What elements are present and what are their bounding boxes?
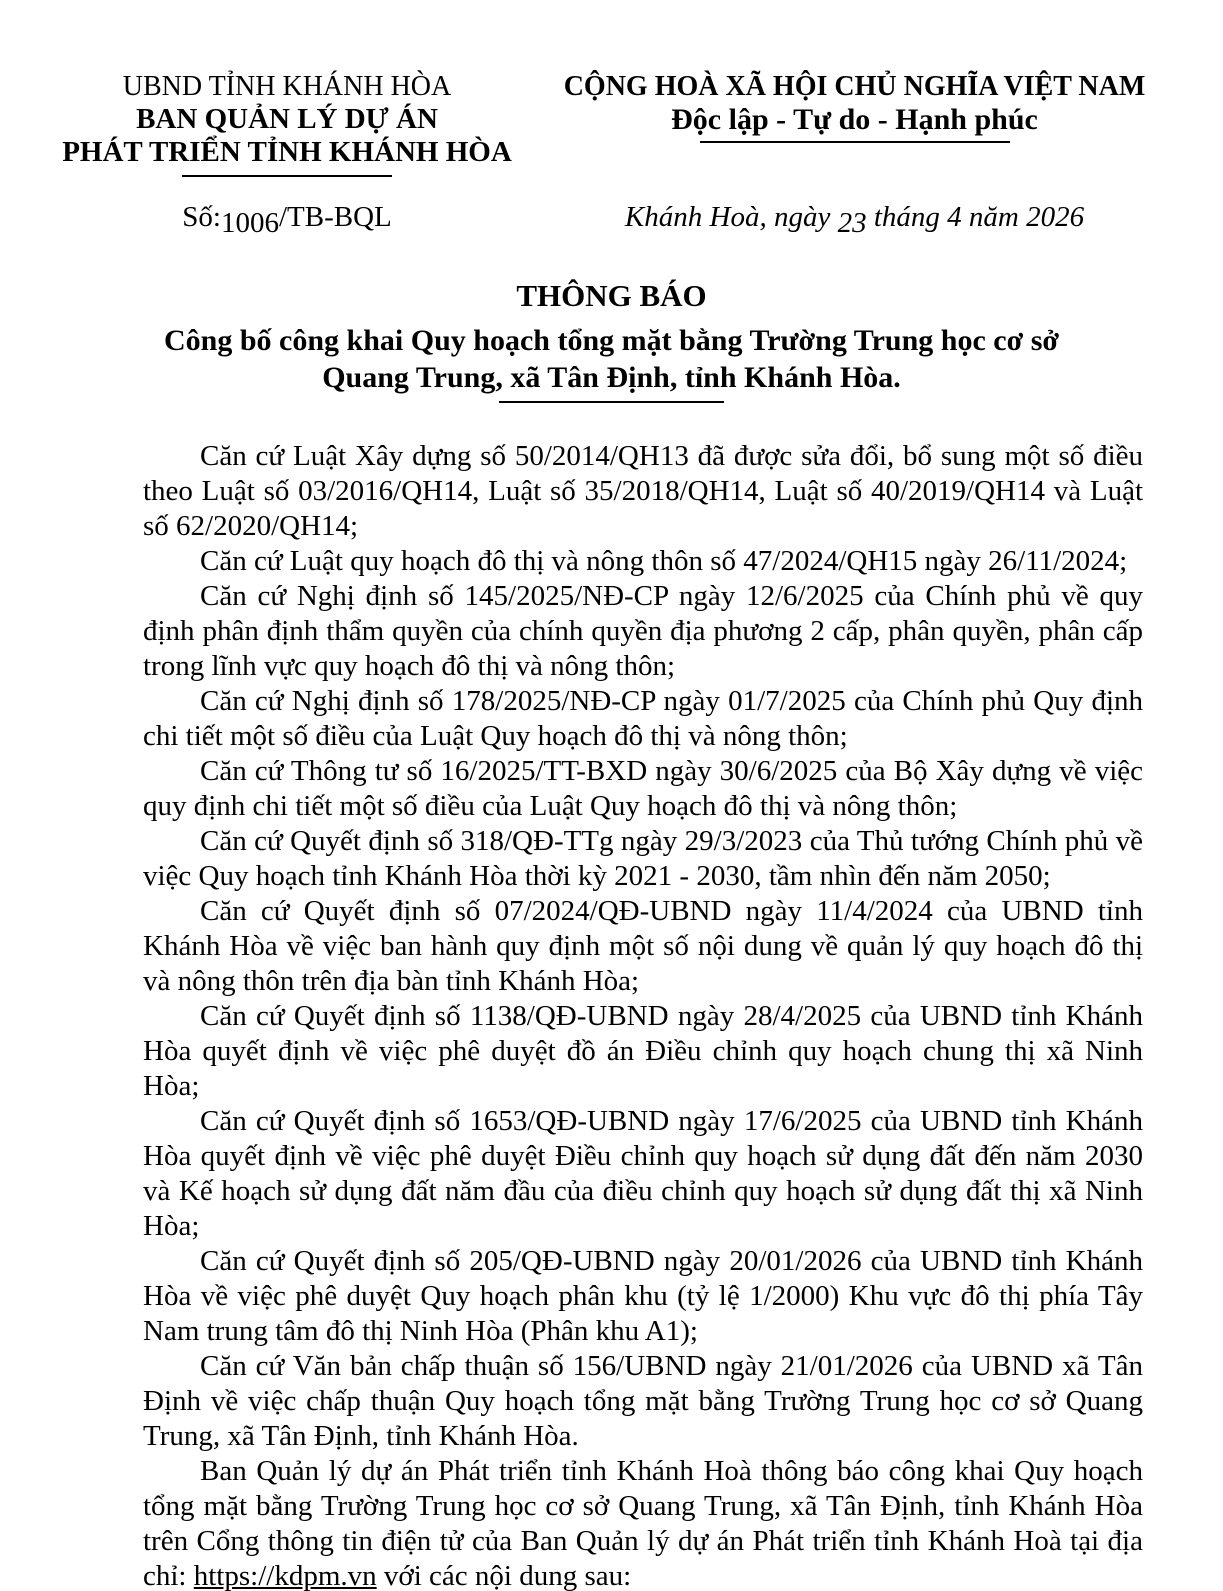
legal-basis-paragraph: Căn cứ Luật Xây dựng số 50/2014/QH13 đã được sửa đổi, bổ sung một số điều theo Luật số 03/2016/QH14, Luật số 35/2018/QH14, Luật số 40/2019/QH14 và Luật số 62/2020/QH14; [143, 440, 1143, 542]
notice-subtitle [0, 322, 1223, 396]
title-divider [499, 401, 724, 403]
legal-basis-paragraph: Căn cứ Quyết định số 1138/QĐ-UBND ngày 28/4/2025 của UBND tỉnh Khánh Hòa quyết định về việc phê duyệt đồ án Điều chỉnh quy hoạch chung thị xã Ninh Hòa; [143, 1000, 1143, 1102]
issuing-org-block [62, 70, 512, 177]
notice-subtitle-line1: Công bố công khai Quy hoạch tổng mặt bằng Trường Trung học cơ sở [164, 324, 1059, 357]
doc-number-block [62, 201, 512, 239]
legal-basis-paragraph: Căn cứ Nghị định số 178/2025/NĐ-CP ngày 01/7/2025 của Chính phủ Quy định chi tiết một số điều của Luật Quy hoạch đô thị và nông thôn; [143, 685, 1143, 752]
legal-basis-paragraph: Căn cứ Luật quy hoạch đô thị và nông thôn số 47/2024/QH15 ngày 26/11/2024; [200, 545, 1128, 577]
org-name-line1: BAN QUẢN LÝ DỰ ÁN [136, 103, 438, 135]
legal-basis-paragraph: Căn cứ Quyết định số 318/QĐ-TTg ngày 29/3/2023 của Thủ tướng Chính phủ về việc Quy hoạch tỉnh Khánh Hòa thời kỳ 2021 - 2030, tầm nhìn đến năm 2050; [143, 825, 1143, 892]
legal-basis-paragraph: Căn cứ Quyết định số 07/2024/QĐ-UBND ngày 11/4/2024 của UBND tỉnh Khánh Hòa về việc ban hành quy định một số nội dung về quản lý quy hoạch đô thị và nông thôn trên địa bàn tỉnh Khánh Hòa; [143, 895, 1143, 997]
notice-subtitle-line2: Quang Trung, xã Tân Định, tỉnh Khánh Hòa. [322, 361, 901, 394]
doc-date-block [562, 201, 1147, 239]
portal-link[interactable]: https://kdpm.vn [193, 1560, 377, 1591]
legal-basis-paragraph: Căn cứ Nghị định số 145/2025/NĐ-CP ngày 12/6/2025 của Chính phủ về quy định phân định thẩm quyền của chính quyền địa phương 2 cấp, phân quyền, phân cấp trong lĩnh vực quy hoạch đô thị và nông thôn; [143, 580, 1143, 682]
document-header [0, 0, 1223, 177]
org-name-line2: PHÁT TRIỂN TỈNH KHÁNH HÒA [62, 136, 512, 168]
org-divider [182, 175, 392, 177]
doc-number [182, 201, 391, 239]
notice-heading: THÔNG BÁO [516, 278, 707, 313]
document-body [143, 439, 1143, 1591]
closing-text-after: với các nội dung sau: [376, 1560, 632, 1591]
doc-number-value: 1006 [220, 207, 279, 239]
doc-date-suffix: tháng 4 năm 2026 [866, 201, 1085, 233]
legal-basis-paragraph: Căn cứ Quyết định số 205/QĐ-UBND ngày 20/01/2026 của UBND tỉnh Khánh Hòa về việc phê duyệt Quy hoạch phân khu (tỷ lệ 1/2000) Khu vực đô thị phía Tây Nam trung tâm đô thị Ninh Hòa (Phân khu A1); [143, 1245, 1143, 1347]
doc-date-day: 23 [837, 207, 867, 239]
number-date-row [0, 201, 1223, 239]
national-header-block [562, 70, 1147, 177]
title-block [0, 278, 1223, 403]
doc-date-prefix: Khánh Hoà, ngày [624, 201, 838, 233]
legal-basis-paragraph: Căn cứ Quyết định số 1653/QĐ-UBND ngày 17/6/2025 của UBND tỉnh Khánh Hòa quyết định về việc phê duyệt Điều chỉnh quy hoạch sử dụng đất đến năm 2030 và Kế hoạch sử dụng đất năm đầu của điều chỉnh quy hoạch sử dụng đất thị xã Ninh Hòa; [143, 1105, 1143, 1242]
doc-date [625, 201, 1084, 239]
doc-number-suffix: /TB-BQL [278, 201, 392, 233]
closing-paragraph [143, 1454, 1143, 1591]
national-title: CỘNG HOÀ XÃ HỘI CHỦ NGHĨA VIỆT NAM [563, 71, 1146, 102]
national-motto: Độc lập - Tự do - Hạnh phúc [671, 103, 1038, 136]
legal-basis-paragraph: Căn cứ Văn bản chấp thuận số 156/UBND ngày 21/01/2026 của UBND xã Tân Định về việc chấp thuận Quy hoạch tổng mặt bằng Trường Trung học cơ sở Quang Trung, xã Tân Định, tỉnh Khánh Hòa. [143, 1350, 1143, 1452]
legal-basis-paragraph: Căn cứ Thông tư số 16/2025/TT-BXD ngày 30/6/2025 của Bộ Xây dựng về việc quy định chi tiết một số điều của Luật Quy hoạch đô thị và nông thôn; [143, 755, 1143, 822]
motto-divider [700, 141, 1010, 143]
org-parent-name: UBND TỈNH KHÁNH HÒA [122, 71, 452, 102]
doc-number-prefix: Số: [182, 201, 221, 233]
closing-text-before: Ban Quản lý dự án Phát triển tỉnh Khánh Hoà thông báo công khai Quy hoạch tổng mặt bằng Trường Trung học cơ sở Quang Trung, xã Tân Định, tỉnh Khánh Hòa trên Cổng thông tin điện tử của Ban Quản lý dự án Phát triển tỉnh Khánh Hoà tại địa chỉ: [143, 1455, 1143, 1591]
